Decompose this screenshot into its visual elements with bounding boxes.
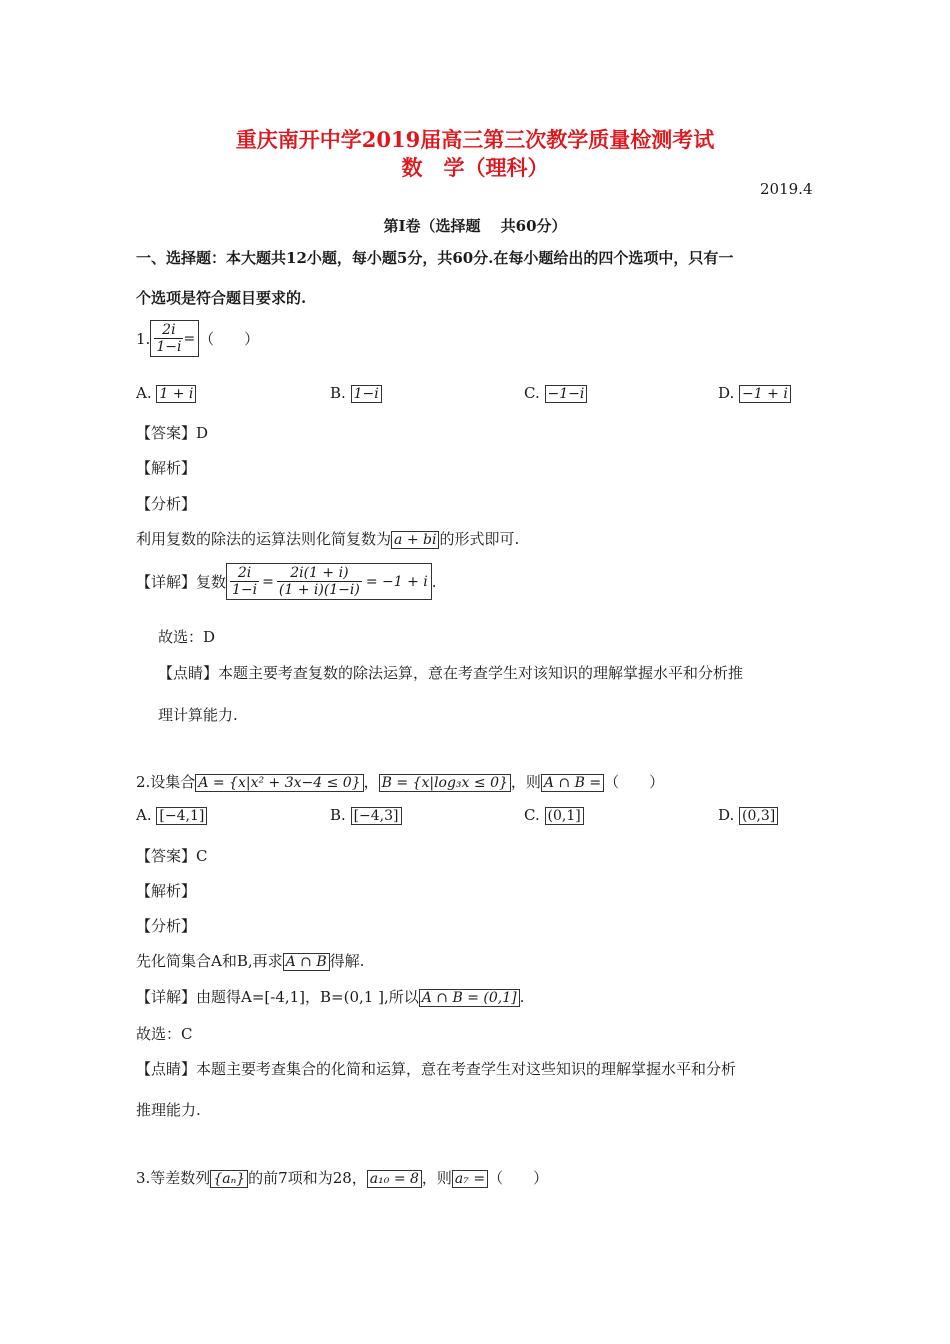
option-c: C. −1−i [524, 384, 587, 403]
analysis-text: 先化简集合A和B,再求 A ∩ B 得解. [136, 952, 365, 970]
fraction: $\frac{2i}{1-i}$ [156, 322, 182, 355]
option-b: B. [−4,3] [330, 806, 402, 825]
analysis-text: 利用复数的除法的运算法则化简复数为 a + bi 的形式即可. [136, 530, 520, 548]
detail-text: 【详解】由题得A=[-4,1]，B=(0,1 ],所以 A ∩ B = (0,1] . [136, 988, 525, 1006]
fenxi-label: 【分析】 [136, 917, 197, 935]
document-subtitle: 数 学（理科） [401, 155, 549, 180]
comment-line1: 【点睛】本题主要考查复数的除法运算，意在考查学生对该知识的理解掌握水平和分析推 [158, 664, 744, 682]
jiexi-label: 【解析】 [136, 882, 197, 900]
option-a: A. 1 + i [136, 384, 196, 403]
option-b: B. 1−i [330, 384, 382, 403]
answer-paren: （ ） [199, 330, 260, 348]
comment-line1: 【点睛】本题主要考查集合的化简和运算，意在考查学生对这些知识的理解掌握水平和分析 [136, 1060, 737, 1078]
comment-line2: 推理能力. [136, 1101, 201, 1119]
question-2-stem: 2.设集合 A = {x|x² + 3x−4 ≤ 0} ， B = {x|log₃x ≤ 0} ，则 A ∩ B = （ ） [136, 773, 665, 791]
answer-line: 【答案】C [136, 847, 208, 865]
comment-line2: 理计算能力. [158, 706, 238, 724]
option-d: D. −1 + i [718, 384, 791, 403]
exam-date: 2019.4 [760, 180, 813, 198]
detail-text: 【详解】复数 $\frac{2i}{1-i}$ = $\frac{2i(1 + i)}{(1 + i)(1-i)}$ = −1 + i . [136, 565, 437, 598]
choose-line: 故选：D [158, 628, 216, 646]
question-number: 1. [136, 329, 151, 348]
option-a: A. [−4,1] [136, 806, 207, 825]
fenxi-label: 【分析】 [136, 495, 197, 513]
section-intro-line2: 个选项是符合题目要求的. [136, 289, 307, 307]
choose-line: 故选：C [136, 1025, 193, 1043]
section-intro-line1: 一、选择题：本大题共12小题，每小题5分，共60分.在每小题给出的四个选项中，只有一 [136, 249, 734, 267]
document-title: 重庆南开中学2019届高三第三次教学质量检测考试 [235, 127, 715, 152]
question-1-stem [136, 320, 259, 357]
question-3-stem: 3.等差数列 {aₙ} 的前7项和为28， a₁₀ = 8 ，则 a₇ = （ ） [136, 1169, 549, 1187]
option-c: C. (0,1] [524, 806, 584, 825]
option-d: D. (0,3] [718, 806, 778, 825]
answer-line: 【答案】D [136, 424, 209, 442]
jiexi-label: 【解析】 [136, 459, 197, 477]
section-heading: 第Ⅰ卷（选择题 共60分） [383, 217, 567, 235]
formula-box: $\frac{2i}{1-i}$ = $\frac{2i(1 + i)}{(1 + i)(1-i)}$ = −1 + i [226, 563, 432, 600]
formula-box: $\frac{2i}{1-i}$ = [150, 320, 199, 357]
